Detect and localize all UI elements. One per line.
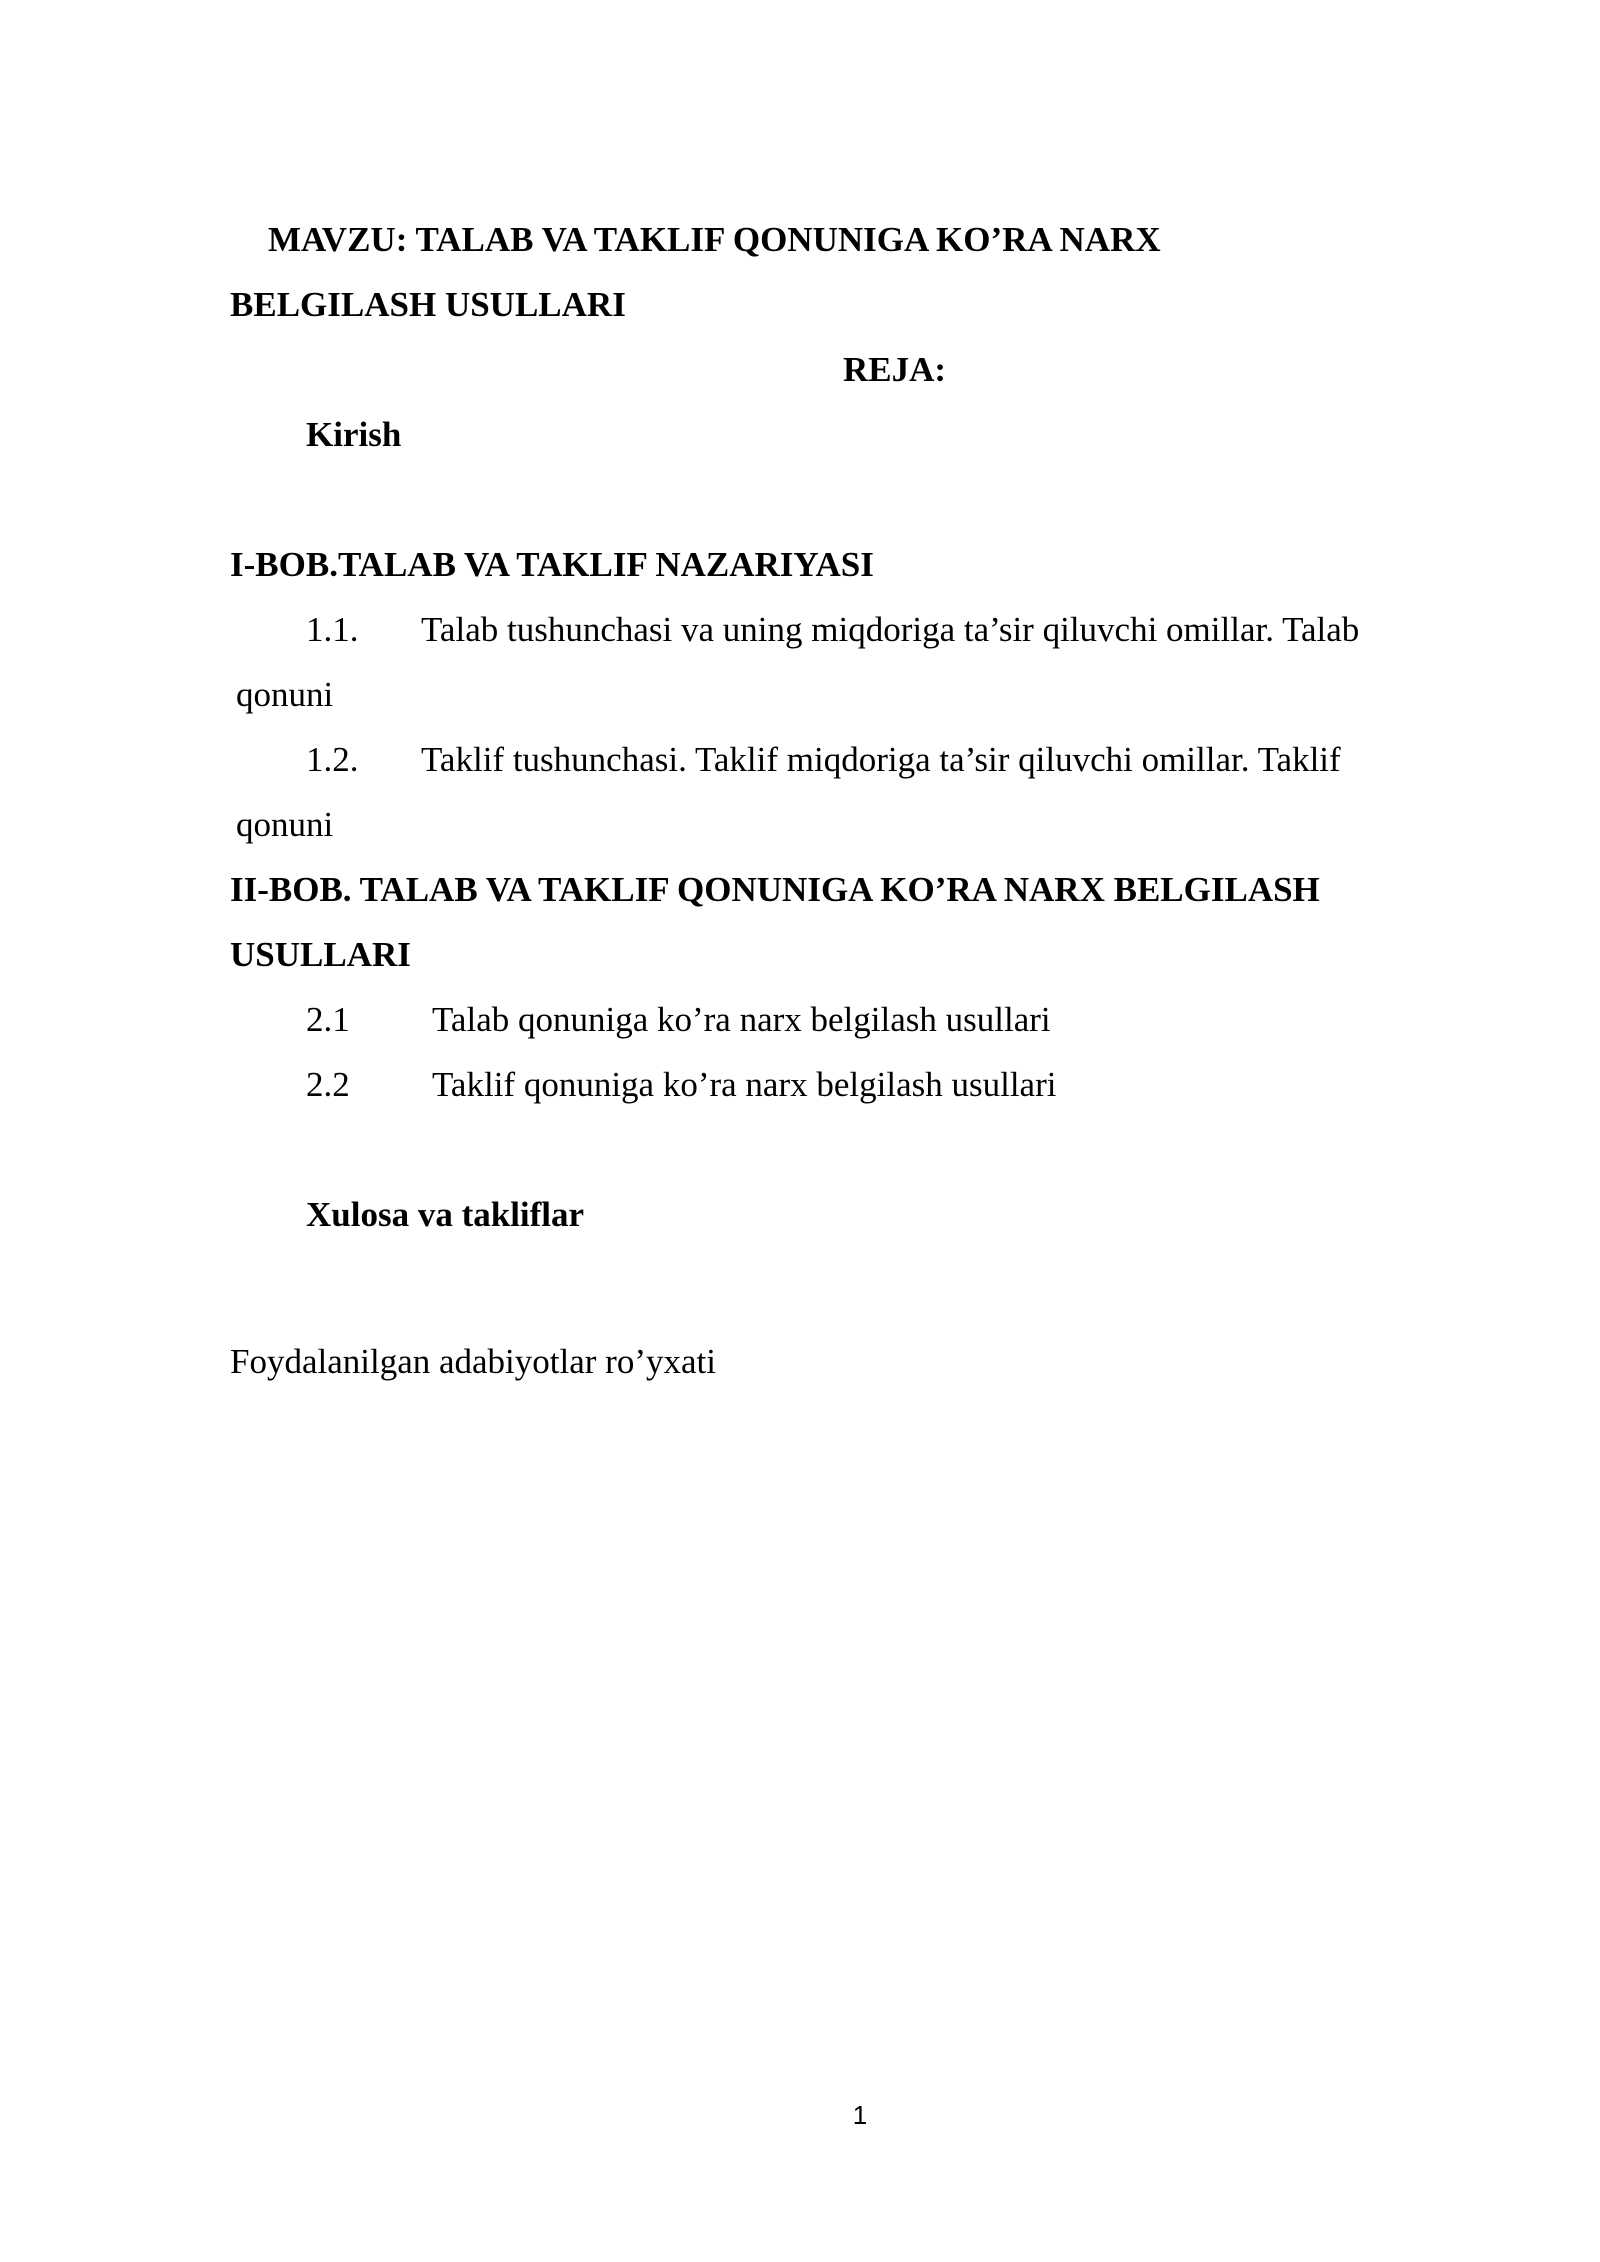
conclusion-heading: Xulosa va takliflar	[306, 1195, 585, 1234]
page-number: 1	[852, 2100, 868, 2130]
title-line-1: MAVZU: TALAB VA TAKLIF QONUNIGA KO’RA NARX	[268, 220, 1161, 259]
item-number: 2.1	[306, 1000, 350, 1039]
item-number: 2.2	[306, 1065, 350, 1104]
intro-heading: Kirish	[306, 415, 402, 454]
item-text-line-1: Taklif tushunchasi. Taklif miqdoriga ta’sir qiluvchi omillar. Taklif	[421, 740, 1341, 779]
references-heading: Foydalanilgan adabiyotlar ro’yxati	[230, 1342, 716, 1381]
item-text-line-1: Talab tushunchasi va uning miqdoriga ta’sir qiluvchi omillar. Talab	[421, 610, 1360, 649]
chapter2-heading-line-2: USULLARI	[230, 935, 411, 974]
chapter1-heading: I-BOB.TALAB VA TAKLIF NAZARIYASI	[230, 545, 874, 584]
reja-heading: REJA:	[843, 350, 947, 389]
item-text: Taklif qonuniga ko’ra narx belgilash usullari	[432, 1065, 1057, 1104]
chapter2-heading-line-1: II-BOB. TALAB VA TAKLIF QONUNIGA KO’RA NARX BELGILASH	[230, 870, 1320, 909]
item-text-line-2: qonuni	[236, 805, 334, 844]
item-number: 1.2.	[306, 740, 359, 779]
item-text-line-2: qonuni	[236, 675, 334, 714]
title-line-2: BELGILASH USULLARI	[230, 285, 626, 324]
item-text: Talab qonuniga ko’ra narx belgilash usullari	[432, 1000, 1051, 1039]
item-number: 1.1.	[306, 610, 359, 649]
